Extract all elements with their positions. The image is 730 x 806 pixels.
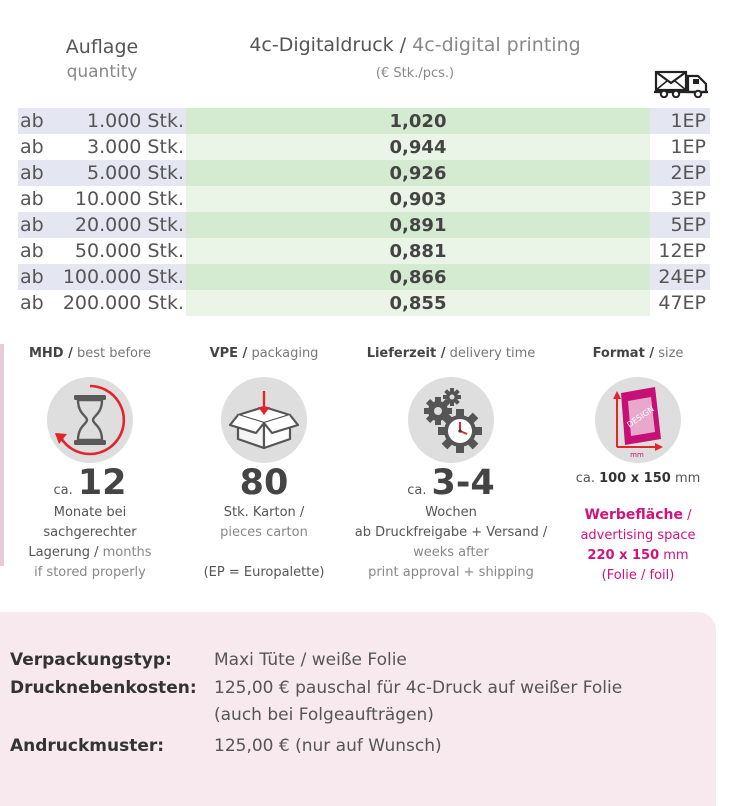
row-pallets: 24EP: [650, 264, 710, 290]
format-size-value: 100 x 150: [599, 471, 671, 486]
delivery-heading: [346, 346, 556, 361]
format-icon-unit: mm: [630, 451, 644, 459]
delivery-heading-en: delivery time: [445, 346, 536, 361]
packaging-number: 80: [239, 463, 289, 503]
best-before-line3-de: Lagerung /: [28, 545, 99, 560]
delivery-line1: Wochen: [425, 505, 477, 520]
hourglass-icon: [47, 377, 133, 463]
table-row: [18, 264, 710, 290]
packaging-note: (EP = Europalette): [203, 565, 325, 580]
delivery-line4: print approval + shipping: [368, 565, 534, 580]
row-pallets: 3EP: [650, 186, 710, 212]
packaging-line2: pieces carton: [220, 525, 308, 540]
format-icon-text: DESIGN: [625, 404, 656, 430]
row-pallets: 47EP: [650, 290, 710, 316]
row-prefix: ab: [20, 136, 44, 158]
row-prefix: ab: [20, 110, 44, 132]
packaging-type-value: Maxi Tüte / weiße Folie: [214, 650, 407, 670]
packaging-type-row: [10, 650, 407, 670]
row-prefix: ab: [20, 162, 44, 184]
row-price: 0,881: [186, 238, 650, 264]
best-before-line3: [10, 543, 170, 563]
delivery-line2: ab Druckfreigabe + Versand /: [354, 525, 548, 540]
advertising-space-slash: /: [682, 508, 692, 523]
print-costs-value-line2: (auch bei Folgeaufträgen): [214, 705, 434, 725]
best-before-value: [10, 463, 170, 503]
print-costs-value-line1: 125,00 € pauschal für 4c-Druck auf weißer Folie: [214, 678, 623, 698]
best-before-column: [10, 346, 170, 583]
box-icon: [221, 377, 307, 463]
table-row: [18, 108, 710, 134]
best-before-ca: ca.: [53, 483, 73, 498]
best-before-heading: [10, 346, 170, 361]
table-row: [18, 212, 710, 238]
best-before-line1: Monate bei: [53, 505, 127, 520]
advertising-space-unit: mm: [659, 548, 689, 563]
delivery-number: 3-4: [431, 463, 495, 503]
row-quantity: 5.000 Stk.: [87, 162, 184, 184]
table-row: [18, 290, 710, 316]
print-costs-label: Drucknebenkosten:: [10, 678, 197, 698]
packaging-value: [186, 463, 342, 503]
format-heading: [564, 346, 712, 361]
row-quantity: 3.000 Stk.: [87, 136, 184, 158]
quantity-header-en: quantity: [66, 62, 138, 82]
details-panel: [0, 612, 716, 806]
table-row: [18, 186, 710, 212]
proof-label: Andruckmuster:: [10, 736, 165, 756]
format-heading-en: size: [654, 346, 684, 361]
advertising-space-foil: (Folie / foil): [601, 568, 675, 583]
format-size-prefix: ca.: [575, 471, 595, 486]
proof-value: 125,00 € (nur auf Wunsch): [214, 736, 442, 756]
row-price: 0,855: [186, 290, 650, 316]
format-design-icon: [595, 377, 681, 463]
packaging-type-label: Verpackungstyp:: [10, 650, 172, 670]
delivery-line3: weeks after: [413, 545, 489, 560]
print-costs-row: [10, 678, 622, 725]
table-row: [18, 160, 710, 186]
format-column: [564, 346, 712, 586]
row-quantity: 200.000 Stk.: [62, 292, 184, 314]
price-unit: (€ Stk./pcs.): [375, 66, 455, 81]
delivery-heading-de: Lieferzeit /: [366, 346, 446, 361]
print-costs-value: [214, 678, 622, 725]
row-quantity: 100.000 Stk.: [62, 266, 184, 288]
row-prefix: ab: [20, 292, 44, 314]
best-before-heading-en: best before: [72, 346, 152, 361]
packaging-heading-en: packaging: [247, 346, 319, 361]
price-header: [190, 34, 640, 81]
row-prefix: ab: [20, 188, 44, 210]
price-header-de: 4c-Digitaldruck /: [249, 34, 407, 56]
packaging-heading: [186, 346, 342, 361]
table-row: [18, 238, 710, 264]
row-quantity: 1.000 Stk.: [87, 110, 184, 132]
row-price: 0,903: [186, 186, 650, 212]
row-pallets: 2EP: [650, 160, 710, 186]
row-pallets: 1EP: [650, 134, 710, 160]
advertising-space-de: Werbefläche: [584, 507, 683, 523]
quantity-header-de: Auflage: [65, 36, 139, 58]
row-price: 0,926: [186, 160, 650, 186]
price-table: [18, 108, 710, 316]
row-prefix: ab: [20, 214, 44, 236]
info-accent-bar: [0, 344, 4, 566]
row-quantity: 50.000 Stk.: [74, 240, 184, 262]
best-before-line2: sachgerechter: [43, 525, 137, 540]
row-price: 1,020: [186, 108, 650, 134]
best-before-heading-de: MHD /: [28, 346, 73, 361]
row-pallets: 5EP: [650, 212, 710, 238]
advertising-space-size: [564, 546, 712, 566]
price-header-en: 4c-digital printing: [406, 34, 581, 56]
row-prefix: ab: [20, 266, 44, 288]
packaging-line1: Stk. Karton /: [223, 505, 305, 520]
best-before-line3-en: months: [98, 545, 152, 560]
advertising-space-title: [564, 505, 712, 526]
proof-row: [10, 736, 442, 756]
packaging-column: [186, 346, 342, 583]
row-price: 0,944: [186, 134, 650, 160]
best-before-number: 12: [77, 463, 127, 503]
packaging-heading-de: VPE /: [209, 346, 248, 361]
row-price: 0,891: [186, 212, 650, 238]
quantity-header: [40, 36, 164, 82]
delivery-value: [346, 463, 556, 503]
price-header-title: [190, 34, 640, 56]
format-size-unit: mm: [670, 471, 701, 486]
format-size: [564, 469, 712, 489]
gears-clock-icon: [408, 377, 494, 463]
row-pallets: 12EP: [650, 238, 710, 264]
mail-truck-icon: [654, 68, 710, 98]
row-quantity: 20.000 Stk.: [74, 214, 184, 236]
row-pallets: 1EP: [650, 108, 710, 134]
format-heading-de: Format /: [592, 346, 655, 361]
row-prefix: ab: [20, 240, 44, 262]
best-before-line4: if stored properly: [34, 565, 146, 580]
row-quantity: 10.000 Stk.: [74, 188, 184, 210]
advertising-space-en: advertising space: [580, 528, 696, 543]
advertising-space-value: 220 x 150: [587, 548, 660, 563]
delivery-time-column: [346, 346, 556, 583]
table-row: [18, 134, 710, 160]
row-price: 0,866: [186, 264, 650, 290]
delivery-ca: ca.: [407, 483, 427, 498]
